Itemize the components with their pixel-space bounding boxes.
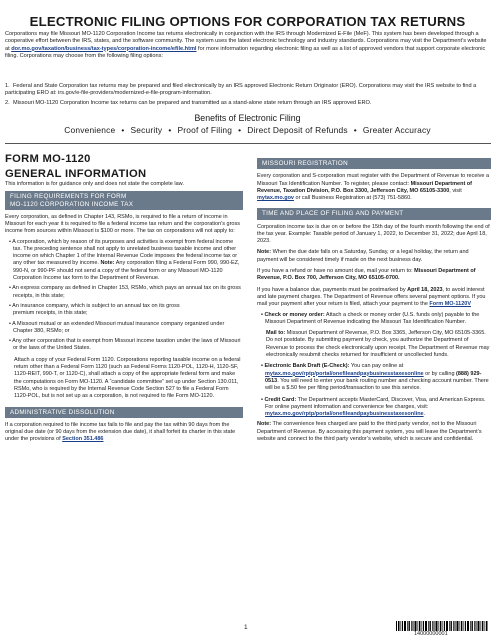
echeck-payment-link[interactable]: mytax.mo.gov/rptp/portal/onefileandpaybusinesstaxesonline xyxy=(265,370,424,377)
time-place-band: TIME AND PLACE OF FILING AND PAYMENT xyxy=(257,208,491,219)
efile-link[interactable]: dor.mo.gov/taxation/business/tax-types/corporation-income/efile.html xyxy=(11,45,197,52)
benefit-item: Greater Accuracy xyxy=(362,125,431,135)
payment-option-label: • Credit Card: xyxy=(261,396,297,403)
irs-ero-link[interactable]: irs.gov/e-file-providers/modernized-e-file-program-information xyxy=(58,90,211,97)
exemption-text: premium receipts, in this state; xyxy=(13,310,88,317)
page-number: 1 xyxy=(244,624,248,631)
benefit-item: Convenience xyxy=(64,125,116,135)
mail-to-label: Mail to: xyxy=(266,330,286,337)
intro-paragraph xyxy=(5,31,491,60)
barcode-icon xyxy=(396,621,488,631)
attach-federal-form-paragraph: Attach a copy of your Federal Form 1120. Corporations reporting taxable income on a federal return other than a Federal Form 1120 (such as Federal Forms 1120-POL, 1120-H, 1120-SF, 1120-REIT, 990-T, or 1120-C), shall attach a copy of the appropriate federal form and make the computations on Form MO-1120. A “candidate committee” set up under Section 130.011, RSMo, who is required by the Internal Revenue Code Section 527 to file a Federal Form 1120-POL, but is not set up as a corporation, is not required to file Form MO-1120. xyxy=(14,356,241,400)
balance-text: If you have a balance due, payments must be postmarked by xyxy=(257,286,408,293)
balance-due-date: April 18, 2023 xyxy=(407,286,443,293)
payment-option-end: . xyxy=(423,411,426,418)
option-end: . xyxy=(210,90,212,97)
mytax-link[interactable]: mytax.mo.gov xyxy=(257,195,294,202)
mail-to-text: Missouri Department of Revenue, P.O. Box 3365, Jefferson City, MO 65105-3365. Do not postdate. By submitting payment by check, you authorize the Department of Revenue to process the check electronically upon receipt. The Department of Revenue may electronically resubmit checks returned for insufficient or uncollected funds. xyxy=(266,330,490,359)
benefits-list xyxy=(0,125,495,135)
missouri-registration-band: MISSOURI REGISTRATION xyxy=(257,158,491,169)
bullet-separator: • xyxy=(168,125,172,135)
exemption-item: • A Missouri mutual or an extended Missouri mutual insurance company organized under Chapter 380, RSMo; or xyxy=(9,320,225,334)
exemption-item xyxy=(5,239,243,283)
benefit-item: Proof of Filing xyxy=(177,125,233,135)
registration-text: or call Business Registration at (573) 751-5860. xyxy=(293,195,412,202)
holiday-note xyxy=(257,249,491,264)
refund-text: If you have a refund or have no amount due, mail your return to: xyxy=(257,268,415,275)
payment-option-text: . You will need to enter your bank routing number and checking account number. There will be a $.50 fee per filing period/transaction to use this service. xyxy=(265,377,489,392)
guidance-note: This information is for guidance only and does not state the complete law. xyxy=(5,181,184,187)
bullet-separator: • xyxy=(121,125,125,135)
payment-option-credit-card xyxy=(257,397,491,419)
registration-text: Every corporation and S-corporation must register with the Department of Revenue to receive a Missouri Tax Identification Number. To register, please contact: xyxy=(257,173,490,187)
registration-address: Missouri Department of Revenue, Taxation Division, P.O. Box 3300, Jefferson City, MO 65105-3300 xyxy=(257,180,473,194)
convenience-fee-note xyxy=(257,421,491,443)
form-mo-1120v-link[interactable]: Form MO-1120V xyxy=(429,301,471,308)
benefit-item: Security xyxy=(130,125,163,135)
bullet-separator: • xyxy=(353,125,357,135)
credit-card-payment-link[interactable]: mytax.mo.gov/rptp/portal/onefileandpaybusinesstaxesonline xyxy=(265,411,424,418)
intro-text: Corporations may file Missouri MO-1120 Corporation Income tax returns electronically in conjunction with the IRS through Modernized E-File (MeF). This system has been developed through a cooperative effort between the IRS, states, and the software community. The system uses the latest electronic technology and industry standards. Corporations may visit the Department’s website at xyxy=(5,31,487,52)
balance-text: , to avoid interest and late payment charges. The Department of Revenue offers several payment options. If you mail your payment after your return is filed, attach your payment to the xyxy=(257,286,486,308)
refund-mailing-paragraph xyxy=(257,268,491,283)
payment-option-check xyxy=(257,312,491,327)
mail-to-paragraph xyxy=(257,330,491,359)
payment-option-label: • Check or money order: xyxy=(261,311,325,318)
exemption-text: • A corporation, which by reason of its purposes and activities is exempt from federal income tax. The preceding sentence shall not apply to unrelated business taxable income and other income on which Chapter 1 of the Internal Revenue Code imposes the federal income tax or any other tax measured by income. xyxy=(9,238,238,267)
note-text: When the due date falls on a Saturday, Sunday, or a legal holiday, the return and payment will be considered timely if made on the next business day. xyxy=(257,249,469,263)
phone-number: (888) 929-0513 xyxy=(265,370,482,384)
payment-option-text: or by calling xyxy=(423,370,457,377)
band-line: FILING REQUIREMENTS FOR FORM xyxy=(10,193,127,201)
option-2 xyxy=(5,100,491,107)
benefit-item: Direct Deposit of Refunds xyxy=(247,125,348,135)
exemption-item: • An express company as defined in Chapter 153, RSMo, which pays an annual tax on its gross receipts, in this state; xyxy=(9,285,241,299)
exemption-text: Any corporation filing a Federal Form 990, 990-EZ, 990-N, or 990-PF should not send a copy of the federal form or any Missouri MO-1120 Corporation Income tax form to the Department of Revenue. xyxy=(13,260,240,282)
note-label: Note: xyxy=(257,249,272,256)
right-column xyxy=(257,158,491,443)
option-text: Missouri MO-1120 Corporation Income tax returns can be prepared and transmitted as a stand-alone state return through an IRS approved ERO. xyxy=(13,100,372,106)
divider xyxy=(5,143,491,144)
payment-option-text: You can pay online at xyxy=(349,363,404,370)
option-text: Federal and State Corporation tax returns may be prepared and filed electronically by an IRS approved Electronic Return Originator (ERO). Corporations may visit the IRS website to find a participating ERO at: xyxy=(5,83,477,97)
payment-option-echeck xyxy=(257,363,491,392)
dissolution-text: If a corporation required to file income tax fails to file and pay the tax within 90 days from the original due date (or 90 days from the extension due date), it shall forfeit its charter in this state under the provisions of xyxy=(5,421,236,443)
payment-option-label: • Electronic Bank Draft (E-Check): xyxy=(261,363,350,370)
bullet-separator: • xyxy=(238,125,242,135)
form-heading: FORM MO-1120 xyxy=(5,153,91,165)
general-information-heading: GENERAL INFORMATION xyxy=(5,168,147,180)
left-column xyxy=(5,153,243,444)
filing-requirements-band xyxy=(5,191,243,209)
band-line: MO-1120 CORPORATION INCOME TAX xyxy=(10,200,134,208)
note-label: Note: xyxy=(100,260,115,267)
registration-text: , visit xyxy=(449,187,462,194)
option-1 xyxy=(5,83,491,98)
benefits-title: Benefits of Electronic Filing xyxy=(194,113,301,123)
refund-address: Missouri Department of Revenue, P.O. Box 700, Jefferson City, MO 65105-0700. xyxy=(257,268,476,282)
section-351-486-link[interactable]: Section 351.486 xyxy=(62,436,104,443)
exemption-item: • Any other corporation that is exempt from Missouri income taxation under the laws of Missouri or the laws of the United States. xyxy=(9,338,241,352)
filing-requirements-paragraph: Every corporation, as defined in Chapter 143, RSMo, is required to file a return of income in Missouri for each year it is required to file a federal income tax return and the corporation’s gross income from sources within Missouri is $100 or more. The tax on corporations will not apply to: xyxy=(5,213,240,235)
due-date-paragraph: Corporation income tax is due on or before the 15th day of the fourth month following the end of the tax year. Example: Taxable period of January 1, 2022, to December 31, 2022; due April 18, 2023. xyxy=(257,223,490,245)
balance-due-paragraph xyxy=(257,287,491,309)
intro-text-end: for more information regarding electronic filing as well as a list of approved vendors that support corporate electronic filing. Corporations may choose from the following filing options: xyxy=(5,45,486,59)
dissolution-paragraph xyxy=(5,422,243,444)
note-text: The convenience fees charged are paid to the third party vendor, not to the Missouri Department of Revenue. By accessing this payment system, you will leave the Department’s website and connect to the third party vendor’s website, which is secure and confidential. xyxy=(257,421,482,443)
page-title: ELECTRONIC FILING OPTIONS FOR CORPORATION TAX RETURNS xyxy=(29,14,466,29)
payment-option-text: Attach a check or money order (U.S. funds only) payable to the Missouri Department of Revenue indicating the Missouri Tax Identification Number. xyxy=(265,311,480,325)
barcode-number: 14000000001 xyxy=(414,631,448,637)
option-number: 1. xyxy=(5,83,10,89)
note-label: Note: xyxy=(257,421,272,428)
administrative-dissolution-band: ADMINISTRATIVE DISSOLUTION xyxy=(5,407,243,418)
option-number: 2. xyxy=(5,100,10,106)
payment-option-text: The Department accepts MasterCard, Discover, Visa, and American Express. For online payment information and convenience fee charges, visit: xyxy=(265,396,486,410)
exemption-text: • An insurance company, which is subject to an annual tax on its gross xyxy=(9,302,180,309)
exemption-item xyxy=(5,303,243,318)
registration-paragraph xyxy=(257,173,491,202)
